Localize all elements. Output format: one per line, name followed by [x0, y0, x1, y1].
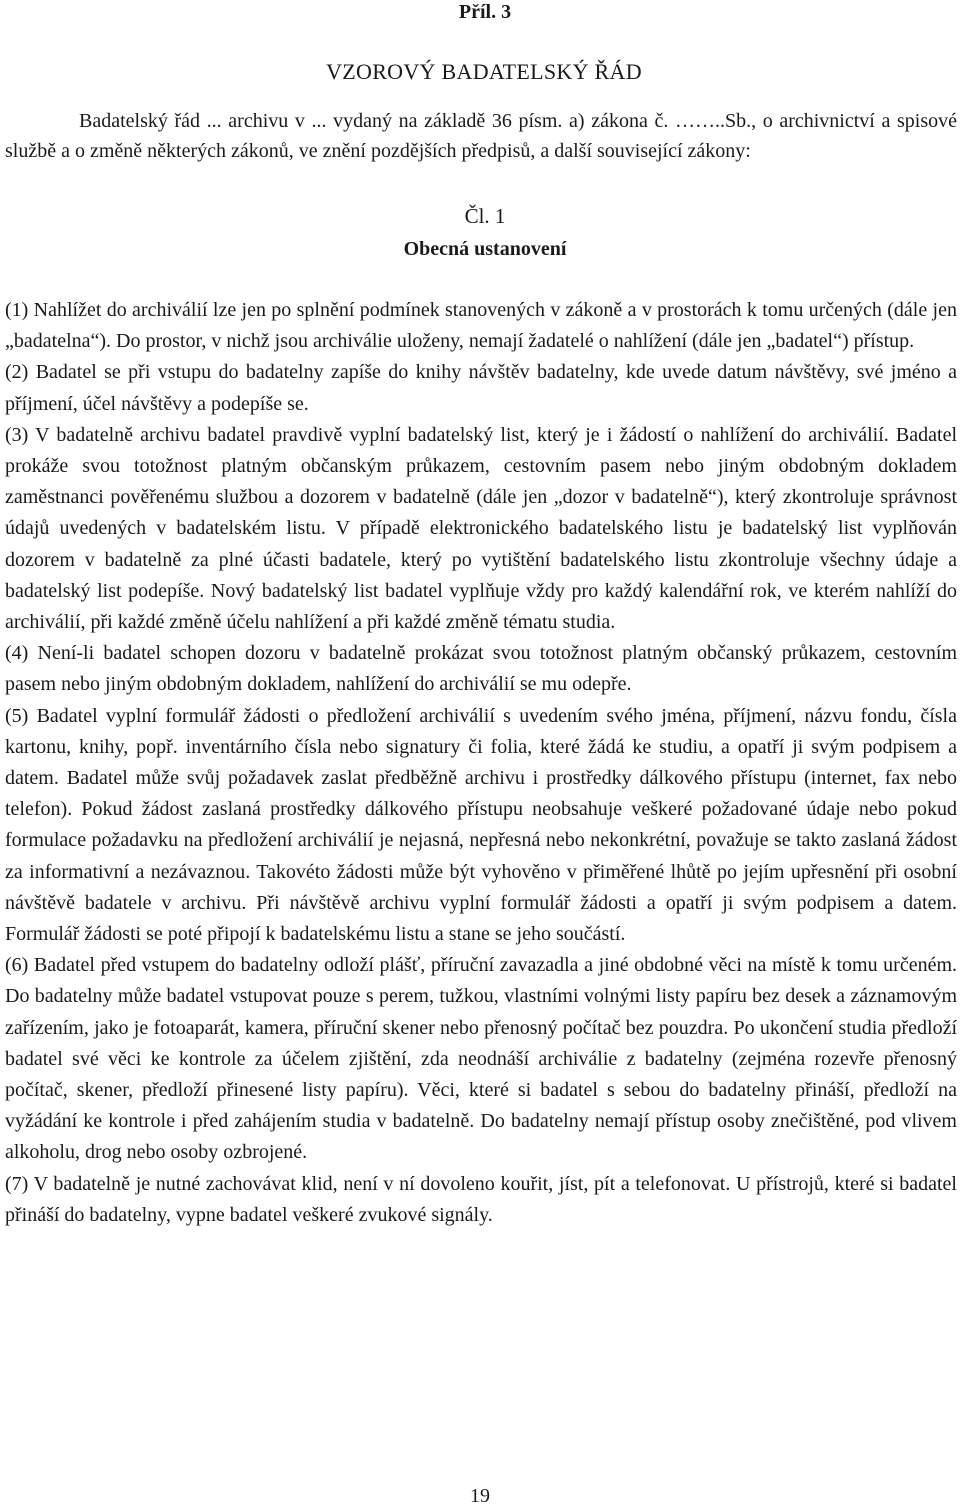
appendix-label: Příl. 3	[458, 1, 512, 23]
paragraph-6: (6) Badatel před vstupem do badatelny odloží plášť, příruční zavazadla a jiné obdobné věci na místě k tomu určeném. Do badatelny může badatel vstupovat pouze s perem, tužkou, vlastními volnými listy papíru bez desek a záznamovým zařízením, jako je fotoaparát, kamera, příruční skener nebo přenosný počítač bez pouzdra. Po ukončení studia předloží badatel své věci ke kontrole za účelem zjištění, zda neodnáší archiválie z badatelny (zejména rozevře přenosný počítač, skener, předloží přinesené listy papíru). Věci, které si badatel s sebou do badatelny přináší, předloží na vyžádání ke kontrole i před zahájením studia v badatelně. Do badatelny nemají přístup osoby znečištěné, pod vlivem alkoholu, drog nebo osoby ozbrojené.	[5, 954, 957, 1164]
intro-paragraph: Badatelský řád ... archivu v ... vydaný na základě 36 písm. a) zákona č. ……..Sb., o archivnictví a spisové službě a o změně některých zákonů, ve znění pozdějších předpisů, a další související zákony:	[5, 110, 957, 162]
paragraph-4: (4) Není-li badatel schopen dozoru v badatelně prokázat svou totožnost platným občanský průkazem, cestovním pasem nebo jiným obdobným dokladem, nahlížení do archiválií se mu odepře.	[5, 642, 957, 696]
paragraph-1: (1) Nahlížet do archiválií lze jen po splnění podmínek stanovených v zákoně a v prostorách k tomu určených (dále jen „badatelna“). Do prostor, v nichž jsou archiválie uloženy, nemají žadatelé o nahlížení (dále jen „badatel“) přístup.	[5, 299, 957, 353]
article-heading: Obecná ustanovení	[403, 238, 567, 260]
page-number: 19	[470, 1485, 490, 1507]
article-body	[5, 295, 957, 1231]
paragraph-2: (2) Badatel se při vstupu do badatelny zapíše do knihy návštěv badatelny, kde uvede datum návštěvy, své jméno a příjmení, účel návštěvy a podepíše se.	[5, 361, 957, 415]
paragraph-5: (5) Badatel vyplní formulář žádosti o předložení archiválií s uvedením svého jména, příjmení, názvu fondu, čísla kartonu, knihy, popř. inventárního čísla nebo signatury či folia, které žádá ke studiu, a opatří ji svým podpisem a datem. Badatel může svůj požadavek zaslat předběžně archivu i prostředky dálkového přístupu (internet, fax nebo telefon). Pokud žádost zaslaná prostředky dálkového přístupu neobsahuje veškeré požadované údaje nebo pokud formulace požadavku na předložení archiválií je nejasná, nepřesná nebo nekonkrétní, považuje se takto zaslaná žádost za informativní a nezávaznou. Takovéto žádosti může být vyhověno v přiměřené lhůtě po jejím upřesnění při osobní návštěvě badatele v archivu. Při návštěvě archivu vyplní formulář žádosti a opatří ji svým podpisem a datem. Formulář žádosti se poté připojí k badatelskému listu a stane se jeho součástí.	[5, 704, 957, 946]
document-title: VZOROVÝ BADATELSKÝ ŘÁD	[326, 59, 642, 84]
article-number: Čl. 1	[464, 204, 506, 228]
paragraph-3: (3) V badatelně archivu badatel pravdivě vyplní badatelský list, který je i žádostí o nahlížení do archiválií. Badatel prokáže svou totožnost platným občanským průkazem, cestovním pasem nebo jiným obdobným dokladem zaměstnanci pověřenému službou a dozorem v badatelně (dále jen „dozor v badatelně“), který zkontroluje správnost údajů uvedených v badatelském listu. V případě elektronického badatelského listu je badatelský list vyplňován dozorem v badatelně za plné účasti badatele, který po vytištění badatelského listu zkontroluje všechny údaje a badatelský list podepíše. Nový badatelský list badatel vyplňuje vždy pro každý kalendářní rok, ve kterém nahlíží do archiválií, při každé změně účelu nahlížení a při každé změně tématu studia.	[5, 423, 957, 634]
document-page	[5, 0, 957, 1231]
paragraph-7: (7) V badatelně je nutné zachovávat klid, není v ní dovoleno kouřit, jíst, pít a telefonovat. U přístrojů, které si badatel přináší do badatelny, vypne badatel veškeré zvukové signály.	[5, 1172, 957, 1226]
